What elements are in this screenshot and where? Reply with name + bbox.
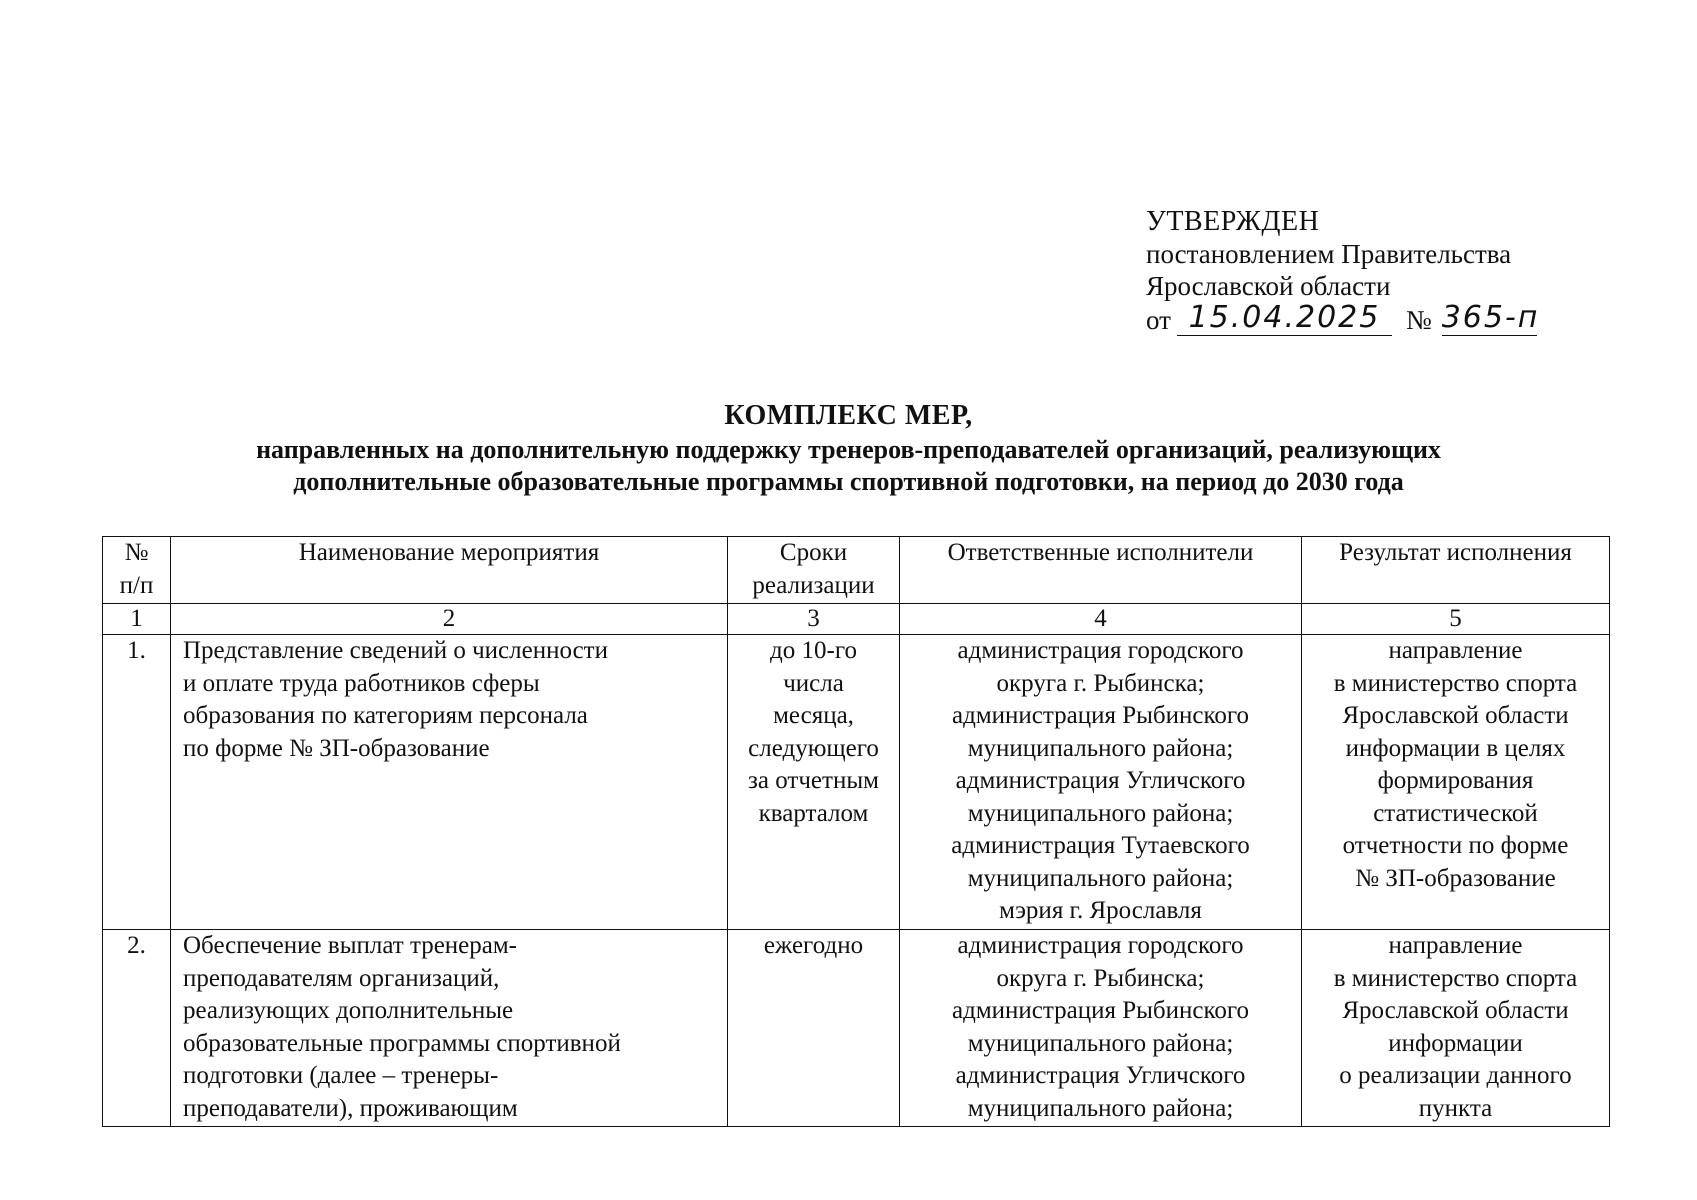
measure-name: Обеспечение выплат тренерам- преподавателям организаций, реализующих дополнительные образовательные программы спортивной подготовки (далее – тренеры- преподаватели), проживающим (171, 930, 728, 1127)
row-number: 1. (103, 635, 171, 930)
table-header-row (103, 537, 1610, 604)
measure-responsible: администрация городского округа г. Рыбинска; администрация Рыбинского муниципального района; администрация Угличского муниципального района; (900, 930, 1302, 1127)
header-term: Сроки реализации (728, 537, 900, 604)
number-sign: № (1405, 305, 1432, 335)
handwritten-date: 15.04.2025 (1177, 302, 1392, 336)
title-sub-line-1: направленных на дополнительную поддержку тренеров-преподавателей организаций, реализующих (256, 435, 1441, 464)
measure-name: Представление сведений о численности и оплате труда работников сферы образования по категориям персонала по форме № ЗП-образование (171, 635, 728, 930)
measure-term: ежегодно (728, 930, 900, 1127)
approval-date-line (1146, 300, 1540, 336)
measures-table (102, 536, 1610, 1127)
document-title (0, 398, 1697, 498)
index-cell: 4 (900, 604, 1302, 635)
title-sub-line-2: дополнительные образовательные программы спортивной подготовки, на период до 2030 года (293, 467, 1404, 496)
measure-result: направление в министерство спорта Ярославской области информации в целях формирования статистической отчетности по форме № ЗП-образование (1302, 635, 1610, 930)
approval-stamp (1146, 206, 1540, 336)
table-index-row (103, 604, 1610, 635)
header-result: Результат исполнения (1302, 537, 1610, 604)
measure-term: до 10-го числа месяца, следующего за отчетным кварталом (728, 635, 900, 930)
table-row (103, 930, 1610, 1127)
approval-heading: УТВЕРЖДЕН (1146, 206, 1320, 237)
header-num: № п/п (103, 537, 171, 604)
handwritten-number: 365-п (1441, 300, 1540, 335)
index-cell: 3 (728, 604, 900, 635)
measure-result: направление в министерство спорта Ярославской области информации о реализации данного пункта (1302, 930, 1610, 1127)
measure-responsible: администрация городского округа г. Рыбинска; администрация Рыбинского муниципального района; администрация Угличского муниципального района; администрация Тутаевского муниципального района; мэрия г. Ярославля (900, 635, 1302, 930)
index-cell: 1 (103, 604, 171, 635)
index-cell: 5 (1302, 604, 1610, 635)
index-cell: 2 (171, 604, 728, 635)
approval-line-1: постановлением Правительства (1146, 239, 1512, 269)
header-responsible: Ответственные исполнители (900, 537, 1302, 604)
title-main: КОМПЛЕКС МЕР, (724, 400, 973, 431)
table-row (103, 635, 1610, 930)
date-prefix: от (1146, 305, 1171, 335)
header-name: Наименование мероприятия (171, 537, 728, 604)
row-number: 2. (103, 930, 171, 1127)
approval-line-2: Ярославской области (1146, 271, 1391, 301)
